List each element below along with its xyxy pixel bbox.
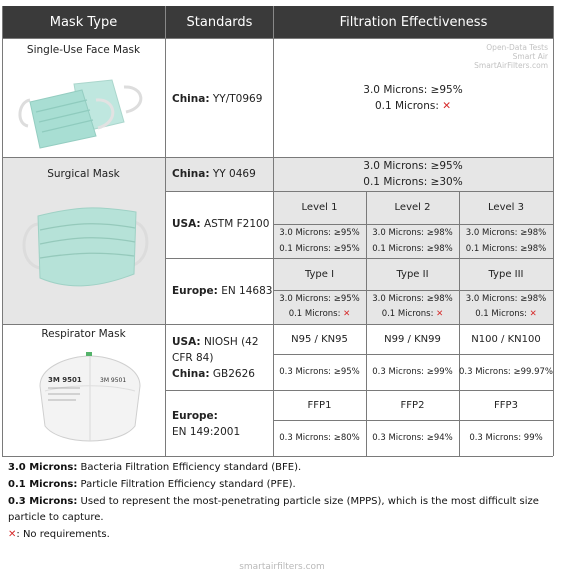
respirator-type-label: Respirator Mask	[41, 328, 126, 340]
grid-outer-right	[553, 6, 554, 456]
surgical-eu-standard	[172, 285, 272, 297]
surgical-mask-image	[18, 194, 153, 304]
n95-value: 0.3 Microns: ≥95%	[279, 367, 360, 377]
level-3-pfe: 0.1 Microns: ≥98%	[465, 244, 547, 254]
type-2-pfe: 0.1 Microns:	[381, 309, 434, 319]
single-use-china-std: YY/T0969	[212, 93, 263, 105]
n99-value: 0.3 Microns: ≥99%	[372, 367, 453, 377]
level-2-pfe: 0.1 Microns: ≥98%	[372, 244, 453, 254]
surgical-china-line-1: 3.0 Microns: ≥95%	[363, 160, 463, 172]
surgical-china-standard	[172, 168, 256, 180]
x-mark-icon: ✕	[8, 529, 17, 540]
ffp2-value: 0.3 Microns: ≥94%	[372, 433, 453, 443]
type-1-pfe-wrap	[273, 309, 366, 319]
type-3-pfe: 0.1 Microns:	[475, 309, 527, 319]
watermark	[440, 43, 548, 70]
type-1-bfe: 3.0 Microns: ≥95%	[279, 294, 360, 304]
surgical-china-label: China:	[172, 168, 210, 180]
surgical-eu-std: EN 14683	[221, 285, 273, 297]
respirator-mask-image	[30, 346, 150, 451]
header-mask-type: Mask Type	[2, 6, 165, 38]
footnote-3-term: 0.3 Microns:	[8, 496, 78, 507]
respirator-usa-std: NIOSH (42	[203, 336, 259, 348]
footnote-2	[8, 479, 558, 490]
type-1-pfe: 0.1 Microns:	[288, 309, 341, 319]
header-filtration: Filtration Effectiveness	[273, 6, 553, 38]
ffp1-name: FFP1	[307, 399, 332, 411]
respirator-eu-std: EN 149:2001	[172, 426, 241, 438]
respirator-eu-standard	[172, 408, 240, 440]
footnote-1	[8, 462, 558, 473]
level-1-name: Level 1	[301, 202, 338, 213]
respirator-print-1: 3M 9501	[48, 376, 82, 384]
grid-outer-left	[2, 6, 3, 456]
respirator-eu-label: Europe:	[172, 410, 218, 422]
single-use-line-2: 0.1 Microns:	[374, 100, 439, 112]
header-standards: Standards	[165, 6, 273, 38]
footnote-2-text: Particle Filtration Efficiency standard (PFE).	[77, 479, 296, 490]
respirator-usa-label: USA:	[172, 336, 201, 348]
level-3-name: Level 3	[488, 202, 524, 213]
level-1-pfe: 0.1 Microns: ≥95%	[279, 244, 360, 254]
level-2-bfe: 3.0 Microns: ≥98%	[372, 228, 453, 238]
watermark-line-1: Open-Data Tests	[486, 43, 548, 52]
footnote-1-term: 3.0 Microns:	[8, 462, 78, 473]
footnote-3-cont: particle to capture.	[8, 512, 104, 523]
n100-name: N100 / KN100	[471, 333, 541, 345]
grid-usa-levels	[273, 224, 553, 225]
respirator-us-standard	[172, 334, 259, 382]
ffp2-name: FFP2	[400, 399, 425, 411]
footnote-1-text: Bacteria Filtration Efficiency standard (BFE).	[77, 462, 302, 473]
watermark-line-2: Smart Air	[512, 52, 548, 61]
type-2-name: Type II	[396, 268, 429, 280]
single-use-china-label: China:	[172, 93, 210, 105]
ffp1-value: 0.3 Microns: ≥80%	[279, 433, 360, 443]
x-mark-icon: ✕	[343, 309, 351, 319]
type-2-bfe: 3.0 Microns: ≥98%	[372, 294, 453, 304]
surgical-china-std: YY 0469	[212, 168, 256, 180]
watermark-line-3: SmartAirFilters.com	[474, 61, 548, 70]
n95-name: N95 / KN95	[291, 333, 348, 345]
grid-col1	[165, 38, 166, 456]
respirator-usa-std-2: CFR 84)	[172, 352, 214, 364]
surgical-usa-standard	[172, 218, 269, 230]
footnote-3	[8, 496, 558, 507]
footnote-2-term: 0.1 Microns:	[8, 479, 78, 490]
n99-name: N99 / KN99	[384, 333, 441, 345]
grid-row-top	[2, 38, 553, 39]
level-2-name: Level 2	[394, 202, 431, 213]
footnote-4-text: : No requirements.	[16, 529, 110, 540]
respirator-usa-line	[172, 334, 259, 350]
respirator-china-std: GB2626	[212, 368, 255, 380]
respirator-china-line	[172, 366, 259, 382]
n100-value: 0.3 Microns: ≥99.97%	[459, 367, 554, 377]
single-use-mask-image	[12, 62, 157, 152]
grid-eu-types	[273, 290, 553, 291]
surgical-usa-std: ASTM F2100	[203, 218, 270, 230]
ffp3-name: FFP3	[494, 399, 518, 411]
type-1-name: Type I	[304, 268, 335, 280]
single-use-standard	[172, 93, 262, 105]
x-mark-icon: ✕	[529, 309, 537, 319]
ffp3-value: 0.3 Microns: 99%	[469, 433, 543, 443]
surgical-eu-label: Europe:	[172, 285, 218, 297]
type-3-name: Type III	[488, 268, 524, 280]
surgical-china-line-2: 0.1 Microns: ≥30%	[363, 176, 463, 188]
surgical-type-label: Surgical Mask	[47, 168, 120, 180]
level-3-bfe: 3.0 Microns: ≥98%	[465, 228, 547, 238]
single-use-line-2-wrap	[273, 100, 553, 112]
grid-row-bottom	[2, 456, 553, 457]
single-use-type-label: Single-Use Face Mask	[26, 44, 141, 56]
x-mark-icon: ✕	[442, 100, 452, 112]
type-2-pfe-wrap	[366, 309, 459, 319]
x-mark-icon: ✕	[436, 309, 444, 319]
type-3-bfe: 3.0 Microns: ≥98%	[465, 294, 547, 304]
site-url: smartairfilters.com	[239, 562, 325, 572]
respirator-china-label: China:	[172, 368, 210, 380]
respirator-print-2: 3M 9501	[100, 377, 127, 384]
footnote-4	[8, 529, 558, 540]
single-use-line-1: 3.0 Microns: ≥95%	[363, 84, 463, 96]
surgical-usa-label: USA:	[172, 218, 201, 230]
grid-row-single-end	[2, 157, 553, 158]
level-1-bfe: 3.0 Microns: ≥95%	[279, 228, 360, 238]
type-3-pfe-wrap	[459, 309, 553, 319]
footnote-3-text: Used to represent the most-penetrating particle size (MPPS), which is the most difficult size	[77, 496, 539, 507]
